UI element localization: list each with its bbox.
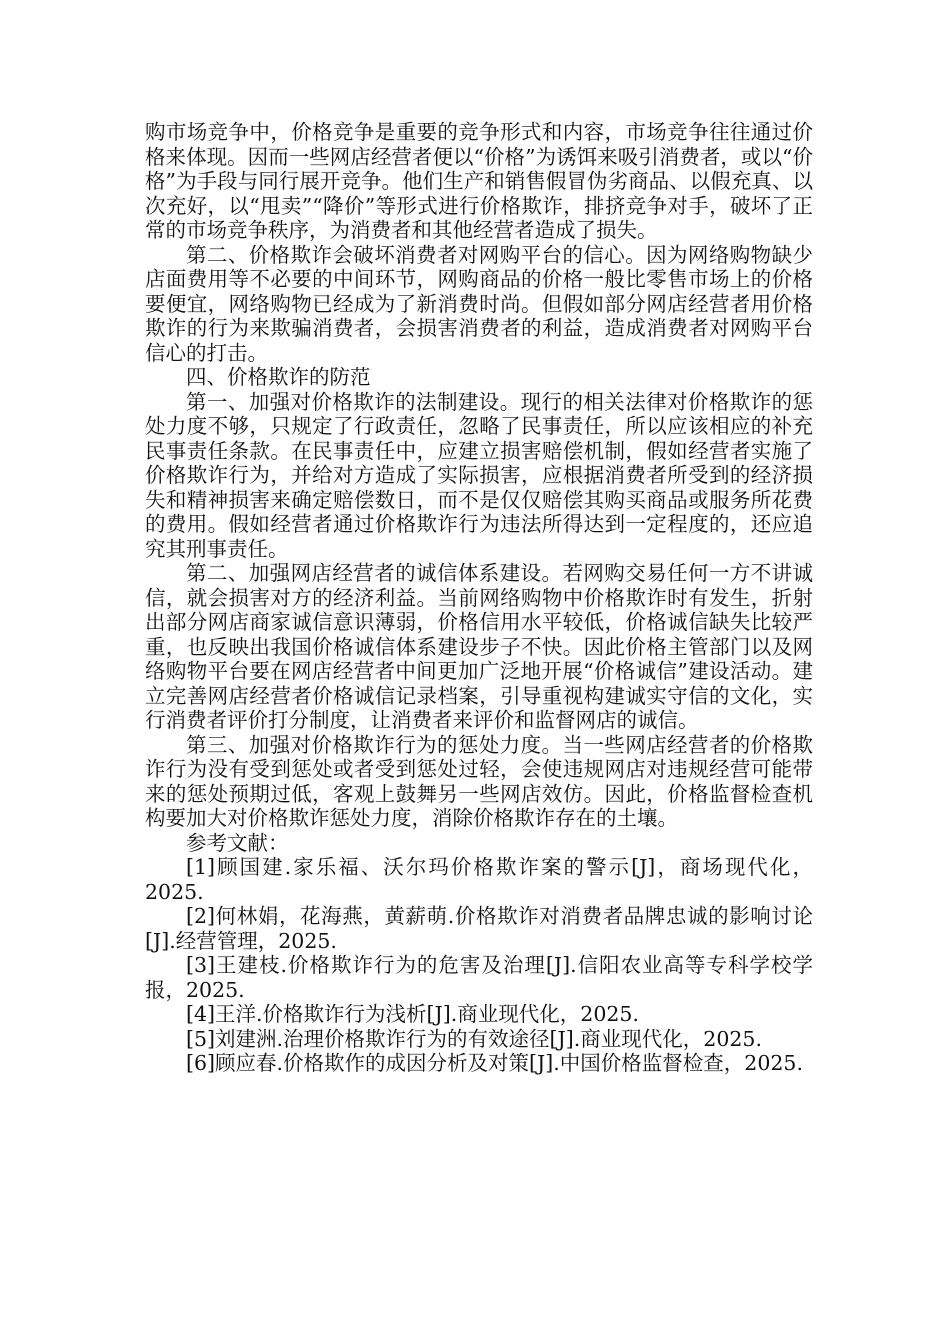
document-page — [145, 120, 813, 1076]
paragraph-integrity-system: 第二、加强网店经营者的诚信体系建设。若网购交易任何一方不讲诚信，就会损害对方的经济利益。当前网络购物中价格欺诈时有发生，折射出部分网店商家诚信意识薄弱，价格信用水平较低，价格诚信缺失比较严重，也反映出我国价格诚信体系建设步子不快。因此价格主管部门以及网络购物平台要在网店经营者中间更加广泛地开展“价格诚信”建设活动。建立完善网店经营者价格诚信记录档案，引导重视构建诚实守信的文化，实行消费者评价打分制度，让消费者来评价和监督网店的诚信。 — [145, 561, 813, 732]
references-heading: 参考文献： — [186, 830, 289, 855]
reference-item-6: [6]顾应春.价格欺作的成因分析及对策[J].中国价格监督检查，2025. — [186, 1051, 803, 1075]
reference-item-4: [4]王洋.价格欺诈行为浅析[J].商业现代化，2025. — [186, 1002, 639, 1026]
reference-item-1: [1]顾国建.家乐福、沃尔玛价格欺诈案的警示[J]，商场现代化，2025. — [145, 855, 813, 904]
paragraph-second-point: 第二、价格欺诈会破坏消费者对网购平台的信心。因为网络购物缺少店面费用等不必要的中间环节，网购商品的价格一般比零售市场上的价格要便宜，网络购物已经成为了新消费时尚。但假如部分网店经营者用价格欺诈的行为来欺骗消费者，会损害消费者的利益，造成消费者对网购平台信心的打击。 — [145, 242, 813, 365]
section-heading-prevention: 四、价格欺诈的防范 — [186, 365, 371, 389]
paragraph-legal-construction: 第一、加强对价格欺诈的法制建设。现行的相关法律对价格欺诈的惩处力度不够，只规定了行政责任，忽略了民事责任，所以应该相应的补充民事责任条款。在民事责任中，应建立损害赔偿机制，假如经营者实施了价格欺诈行为，并给对方造成了实际损害，应根据消费者所受到的经济损失和精神损害来确定赔偿数日，而不是仅仅赔偿其购买商品或服务所花费的费用。假如经营者通过价格欺诈行为违法所得达到一定程度的，还应追究其刑事责任。 — [145, 389, 813, 561]
reference-item-2: [2]何林娟，花海燕，黄薪萌.价格欺诈对消费者品牌忠诚的影响讨论[J].经营管理，2025. — [145, 904, 813, 953]
paragraph-punishment: 第三、加强对价格欺诈行为的惩处力度。当一些网店经营者的价格欺诈行为没有受到惩处或者受到惩处过轻，会使违规网店对违规经营可能带来的惩处预期过低，客观上鼓舞另一些网店效仿。因此，价格监督检查机构要加大对价格欺诈惩处力度，消除价格欺诈存在的土壤。 — [145, 732, 813, 830]
reference-item-3: [3]王建枝.价格欺诈行为的危害及治理[J].信阳农业高等专科学校学报，2025. — [145, 953, 813, 1002]
reference-item-5: [5]刘建洲.治理价格欺诈行为的有效途径[J].商业现代化，2025. — [186, 1026, 762, 1051]
paragraph-continuation: 购市场竞争中，价格竞争是重要的竞争形式和内容，市场竞争往往通过价格来体现。因而一些网店经营者便以“价格”为诱饵来吸引消费者，或以“价格”为手段与同行展开竞争。他们生产和销售假冒伪劣商品、以假充真、以次充好，以“甩卖”“降价”等形式进行价格欺诈，排挤竞争对手，破坏了正常的市场竞争秩序，为消费者和其他经营者造成了损失。 — [145, 120, 813, 242]
